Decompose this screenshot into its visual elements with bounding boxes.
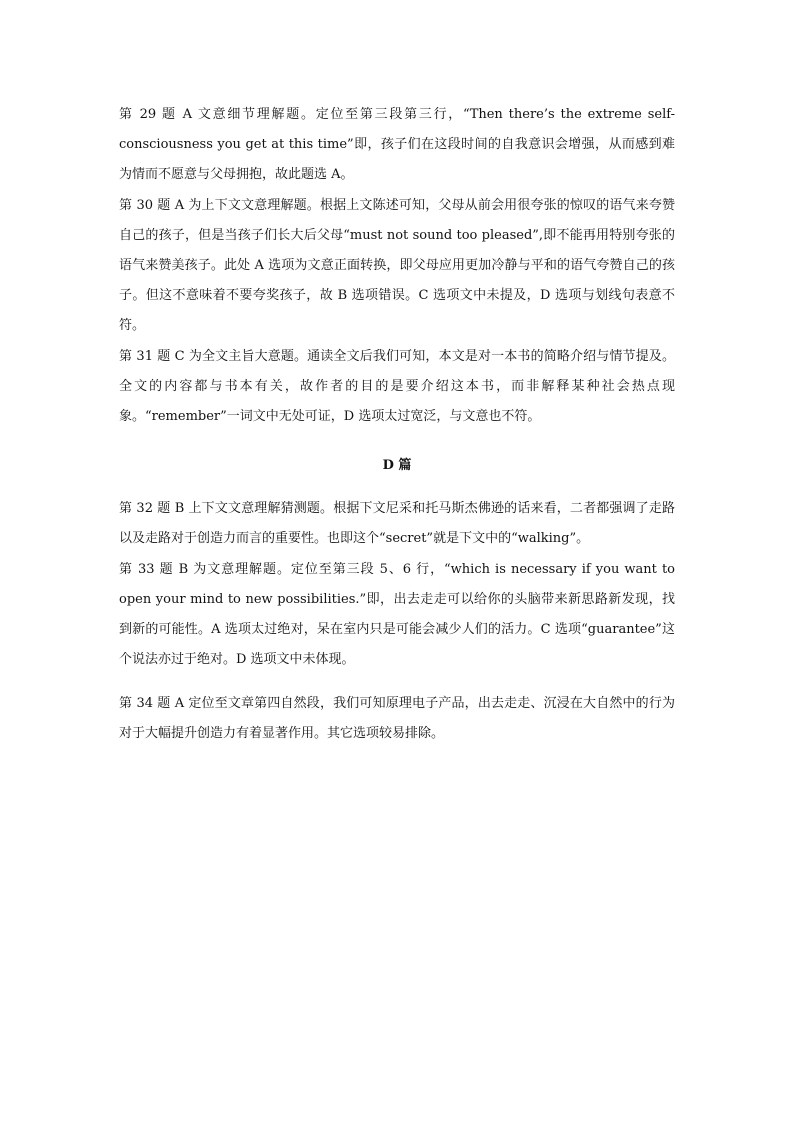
- answer-paragraph-q30: 第 30 题 A 为上下文文意理解题。根据上文陈述可知，父母从前会用很夸张的惊叹的语气来夸赞自己的孩子，但是当孩子们长大后父母“must not sound too pleased”,即不能再用特别夸张的语气来赞美孩子。此处 A 选项为文意正面转换，即父母应用更加冷静与平和的语气夸赞自己的孩子。但这不意味着不要夸奖孩子，故 B 选项错误。C 选项文中未提及，D 选项与划线句表意不符。: [119, 198, 675, 333]
- answer-paragraph-q31: 第 31 题 C 为全文主旨大意题。通读全文后我们可知，本文是对一本书的简略介绍与情节提及。全文的内容都与书本有关，故作者的目的是要介绍这本书，而非解释某种社会热点现象。“remember”一词文中无处可证，D 选项太过宽泛，与文意也不符。: [119, 349, 675, 424]
- answer-paragraph-q29: 第 29 题 A 文意细节理解题。定位至第三段第三行，“Then there’s the extreme self-consciousness you get at this time”即，孩子们在这段时间的自我意识会增强，从而感到难为情而不愿意与父母拥抱，故此题选 A。: [119, 107, 675, 182]
- section-heading: D 篇: [382, 458, 412, 473]
- answer-paragraph-q34: 第 34 题 A 定位至文章第四自然段，我们可知原理电子产品，出去走走、沉浸在大自然中的行为对于大幅提升创造力有着显著作用。其它选项较易排除。: [119, 696, 675, 741]
- document-page: [119, 100, 675, 750]
- answer-paragraph-q32: 第 32 题 B 上下文文意理解猜测题。根据下文尼采和托马斯杰佛逊的话来看，二者都强调了走路以及走路对于创造力而言的重要性。也即这个“secret”就是下文中的“walking”。: [119, 501, 675, 546]
- answer-paragraph-q33: 第 33 题 B 为文意理解题。定位至第三段 5、6 行，“which is necessary if you want to open your mind to new possibilities.”即，出去走走可以给你的头脑带来新思路新发现，找到新的可能性。A 选项太过绝对，呆在室内只是可能会减少人们的活力。C 选项“guarantee”这个说法亦过于绝对。D 选项文中未体现。: [119, 562, 675, 667]
